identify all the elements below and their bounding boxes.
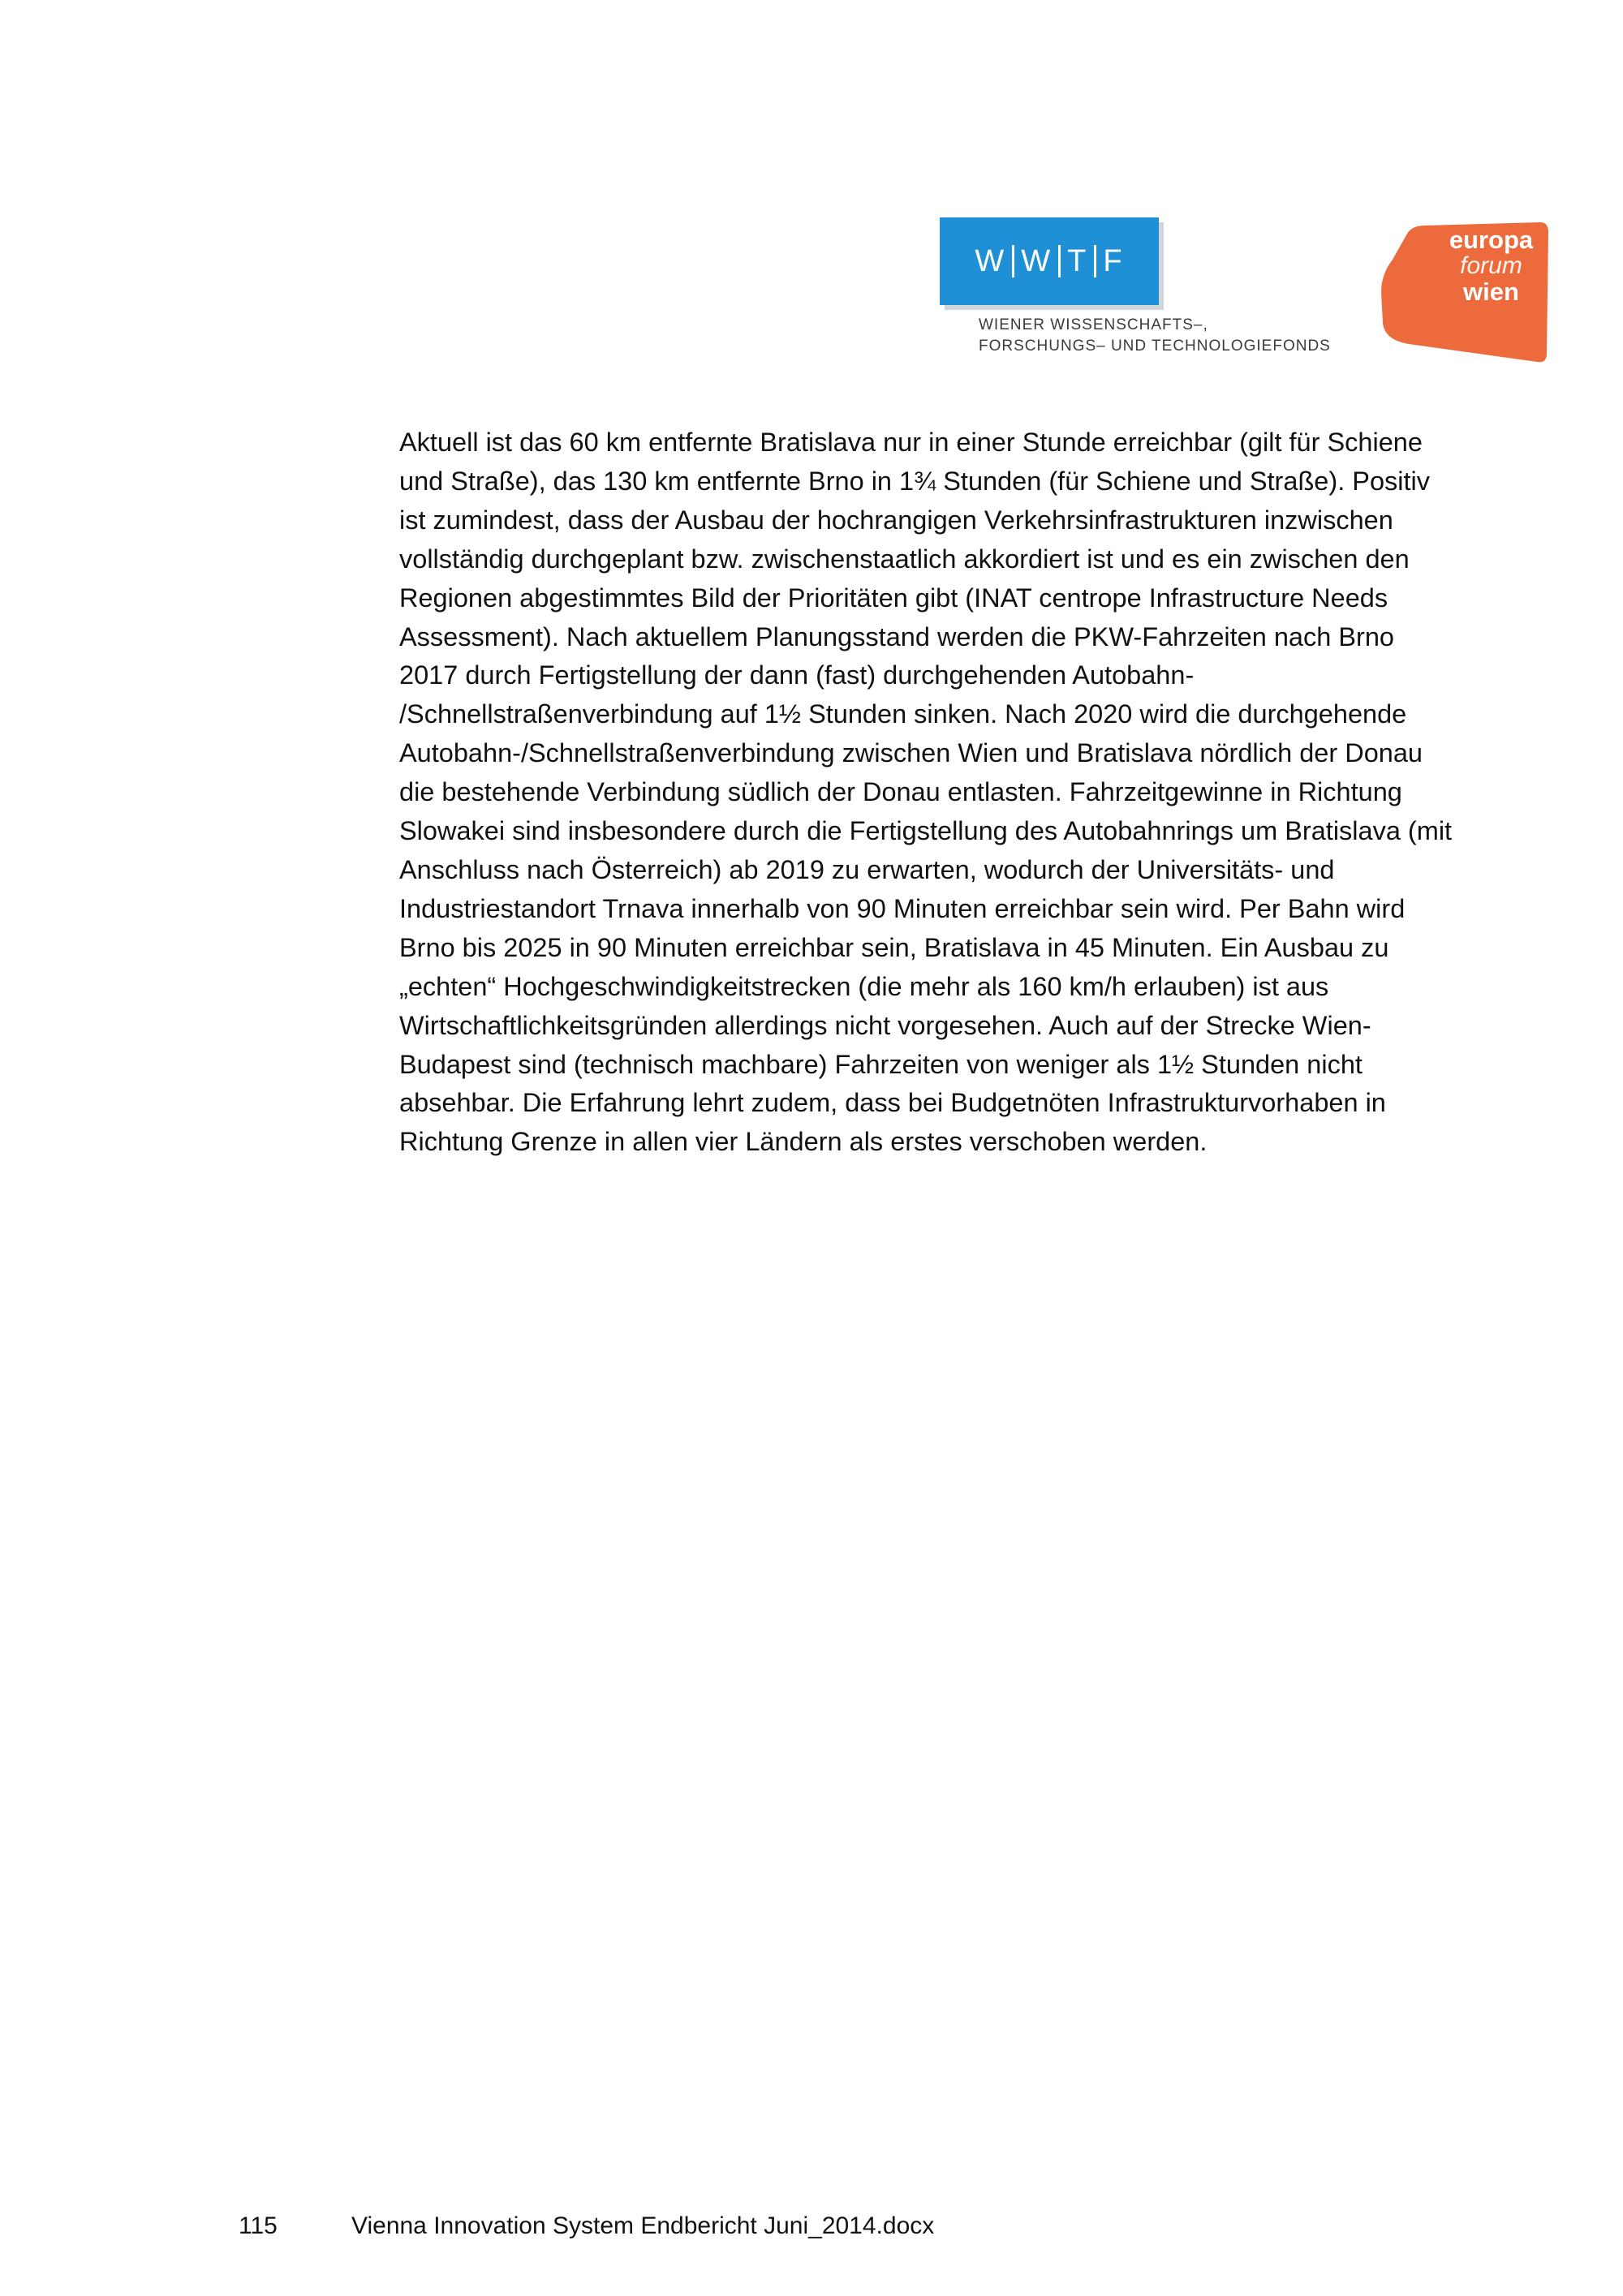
- footer-document-title: Vienna Innovation System Endbericht Juni_2014.docx: [351, 2212, 935, 2239]
- body-paragraph: [399, 424, 1552, 1162]
- wwtf-letter: W: [1021, 243, 1053, 278]
- europa-logo-word-wien: wien: [1463, 277, 1519, 306]
- wwtf-logo: [940, 217, 1159, 305]
- wwtf-letter: W: [975, 243, 1006, 278]
- paragraph-line: Aktuell ist das 60 km entfernte Bratislava nur in einer Stunde erreichbar (gilt für Schiene: [399, 428, 1423, 457]
- wwtf-letter: T: [1067, 243, 1088, 278]
- paragraph-line: Regionen abgestimmtes Bild der Prioritäten gibt (INAT centrope Infrastructure Needs: [399, 583, 1388, 613]
- paragraph-line: vollständig durchgeplant bzw. zwischenstaatlich akkordiert ist und es ein zwischen den: [399, 544, 1410, 574]
- paragraph-line: und Straße), das 130 km entfernte Brno in 1¾ Stunden (für Schiene und Straße). Positiv: [399, 466, 1430, 496]
- wwtf-subtitle-line2: FORSCHUNGS– UND TECHNOLOGIEFONDS: [979, 338, 1331, 355]
- wwtf-subtitle-line1: WIENER WISSENSCHAFTS–,: [979, 316, 1208, 333]
- paragraph-line: Anschluss nach Österreich) ab 2019 zu erwarten, wodurch der Universitäts- und: [399, 854, 1335, 884]
- paragraph-line: Industriestandort Trnava innerhalb von 90 Minuten erreichbar sein wird. Per Bahn wird: [399, 893, 1406, 923]
- paragraph-line: Autobahn-/Schnellstraßenverbindung zwischen Wien und Bratislava nördlich der Donau: [399, 738, 1423, 768]
- wwtf-divider: [1012, 245, 1014, 277]
- wwtf-subtitle: [979, 315, 1331, 357]
- paragraph-line: Wirtschaftlichkeitsgründen allerdings nicht vorgesehen. Auch auf der Strecke Wien-: [399, 1010, 1371, 1040]
- wwtf-logo-letters: [975, 244, 1123, 279]
- wwtf-letter: F: [1103, 243, 1124, 278]
- paragraph-line: Slowakei sind insbesondere durch die Fertigstellung des Autobahnrings um Bratislava (mit: [399, 816, 1453, 846]
- paragraph-line: die bestehende Verbindung südlich der Donau entlasten. Fahrzeitgewinne in Richtung: [399, 777, 1402, 807]
- footer-page-number: 115: [239, 2212, 278, 2239]
- wwtf-divider: [1094, 245, 1096, 277]
- europa-logo-word-europa: europa: [1449, 226, 1534, 254]
- paragraph-line: Richtung Grenze in allen vier Ländern als erstes verschoben werden.: [399, 1127, 1208, 1157]
- paragraph-line: ist zumindest, dass der Ausbau der hochrangigen Verkehrsinfrastrukturen inzwischen: [399, 505, 1393, 535]
- paragraph-line: /Schnellstraßenverbindung auf 1½ Stunden sinken. Nach 2020 wird die durchgehende: [399, 699, 1407, 729]
- europa-logo-word-forum: forum: [1460, 252, 1522, 279]
- paragraph-line: „echten“ Hochgeschwindigkeitstrecken (die mehr als 160 km/h erlauben) ist aus: [399, 971, 1329, 1001]
- paragraph-line: Brno bis 2025 in 90 Minuten erreichbar sein, Bratislava in 45 Minuten. Ein Ausbau zu: [399, 932, 1389, 962]
- europa-logo-text: [1444, 227, 1538, 305]
- paragraph-line: absehbar. Die Erfahrung lehrt zudem, dass bei Budgetnöten Infrastrukturvorhaben in: [399, 1088, 1386, 1118]
- paragraph-line: Assessment). Nach aktuellem Planungsstand werden die PKW-Fahrzeiten nach Brno: [399, 621, 1394, 651]
- paragraph-line: 2017 durch Fertigstellung der dann (fast) durchgehenden Autobahn-: [399, 660, 1195, 690]
- paragraph-line: Budapest sind (technisch machbare) Fahrzeiten von weniger als 1½ Stunden nicht: [399, 1049, 1363, 1079]
- wwtf-divider: [1058, 245, 1061, 277]
